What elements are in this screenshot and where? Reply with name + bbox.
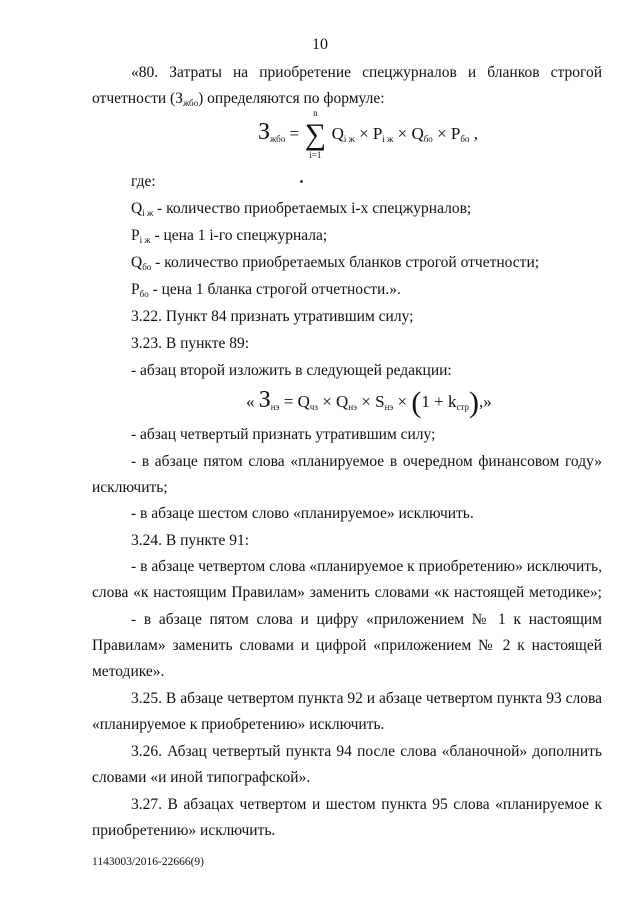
definition-p-i: $P_{i ж}$ - цена 1 i-го спецжурнала; xyxy=(131,227,328,245)
definition-p-bo: $P_{бо}$ - цена 1 бланка строгой отчетности.». xyxy=(131,281,401,299)
paragraph-3-23-line-1: - абзац второй изложить в следующей редакции: xyxy=(131,362,452,379)
definition-q-i: $Q_{i ж}$ - количество приобретаемых i-х спецжурналов; xyxy=(131,200,472,218)
where-label: где: xyxy=(131,173,156,190)
formula-zne: « $З_{нэ} = Q_{чз} \times Q_{нэ} \times S_{нэ} \times (1 + k_{стр})$,» xyxy=(246,386,492,419)
paragraph-3-24-line-1b: слова «к настоящим Правилам» заменить словами «к настоящей методике»; xyxy=(92,584,602,601)
paragraph-3-26-a: 3.26. Абзац четвертый пункта 94 после слова «бланочной» дополнить xyxy=(131,743,602,760)
paragraph-3-23-line-3a: - в абзаце пятом слова «планируемое в очередном финансовом году» xyxy=(131,453,602,470)
paragraph-3-25-b: «планируемое к приобретению» исключить. xyxy=(92,716,385,733)
document-code: 1143003/2016-22666(9) xyxy=(92,856,205,868)
formula-zhbo: $З_{жбо}$ = n ∑ i=1 $Q_{i ж} \times P_{i ж} \times Q_{бо} \times P_{бо}$ , xyxy=(258,108,478,161)
paragraph-3-24-title: 3.24. В пункте 91: xyxy=(131,532,250,549)
paragraph-3-25-a: 3.25. В абзаце четвертом пункта 92 и абзаце четвертом пункта 93 слова xyxy=(131,690,602,707)
paragraph-3-23-title: 3.23. В пункте 89: xyxy=(131,335,250,352)
paragraph-3-27-a: 3.27. В абзацах четвертом и шестом пункта 95 слова «планируемое к xyxy=(131,796,602,813)
paragraph-3-24-line-2c: методике». xyxy=(92,663,165,680)
paragraph-3-26-b: словами «и иной типографской». xyxy=(92,769,311,786)
page-number: 10 xyxy=(312,36,328,53)
paragraph-3-24-line-2b: Правилам» заменить словами и цифрой «приложением № 2 к настоящей xyxy=(92,637,602,654)
item-80-line-2: отчетности $(З_{жбо})$ определяются по формуле: xyxy=(92,90,385,108)
item-80-line-1: «80. Затраты на приобретение спецжурналов и бланков строгой xyxy=(131,64,602,81)
paragraph-3-22: 3.22. Пункт 84 признать утратившим силу; xyxy=(131,308,414,325)
paragraph-3-23-line-3b: исключить; xyxy=(92,479,168,496)
paragraph-3-23-line-2: - абзац четвертый признать утратившим силу; xyxy=(131,426,436,443)
sum-sign: n ∑ i=1 xyxy=(304,108,326,161)
definition-q-bo: $Q_{бо}$ - количество приобретаемых бланков строгой отчетности; xyxy=(131,254,540,272)
paragraph-3-23-line-4: - в абзаце шестом слово «планируемое» исключить. xyxy=(131,505,474,522)
paragraph-3-24-line-2a: - в абзаце пятом слова и цифру «приложением № 1 к настоящим xyxy=(131,611,602,628)
paragraph-3-24-line-1a: - в абзаце четвертом слова «планируемое к приобретению» исключить, xyxy=(131,558,602,575)
paragraph-3-27-b: приобретению» исключить. xyxy=(92,822,276,839)
